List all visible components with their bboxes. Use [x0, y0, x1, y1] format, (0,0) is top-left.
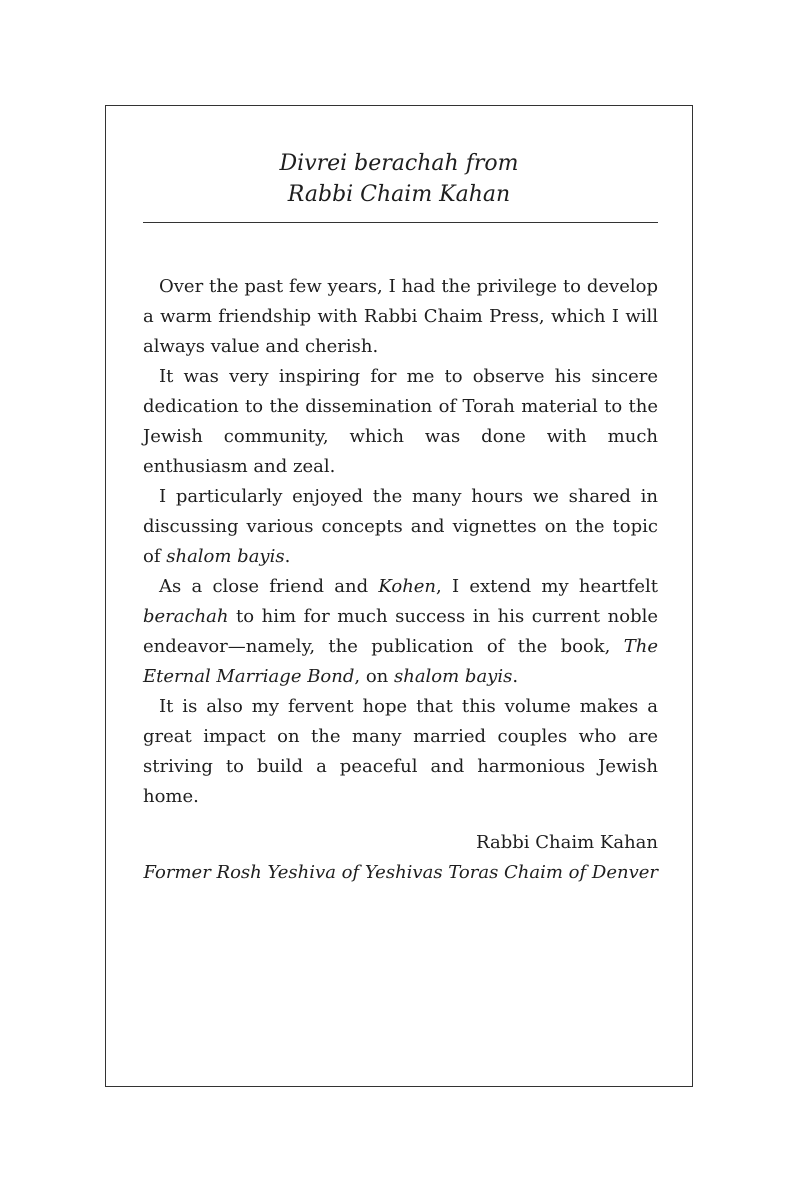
title-divider — [143, 222, 658, 223]
signature-title: Former Rosh Yeshiva of Yeshivas Toras Chaim of Denver — [143, 862, 658, 883]
page-frame — [105, 105, 693, 1087]
paragraph-3-text: I particularly enjoyed the many hours we shared in discussing various concepts and vignettes on the topic of — [143, 486, 658, 567]
title-line-1: Divrei berachah from — [279, 151, 519, 176]
paragraph-3 — [143, 482, 658, 572]
letter-body — [143, 272, 658, 888]
paragraph-4-italic-1: Kohen — [378, 576, 437, 597]
paragraph-4-part-2: , I extend my heartfelt — [436, 576, 658, 597]
paragraph-4-italic-4: shalom bayis — [393, 666, 513, 687]
paragraph-4-part-3: to him for much success in his current noble endeavor—namely, the publication of the book, — [143, 606, 658, 657]
book-title: The Eternal Marriage Bond — [143, 636, 658, 687]
paragraph-3-italic: shalom bayis — [166, 546, 285, 567]
title-line-2: Rabbi Chaim Kahan — [287, 182, 511, 207]
page-title — [106, 148, 692, 210]
paragraph-3-end: . — [284, 546, 291, 567]
signature-name: Rabbi Chaim Kahan — [476, 832, 658, 853]
paragraph-4-part-5: . — [512, 666, 519, 687]
signature-block — [143, 828, 658, 888]
paragraph-4-part-1: As a close friend and — [159, 576, 379, 597]
paragraph-2: It was very inspiring for me to observe his sincere dedication to the dissemination of Torah material to the Jewish community, which was done with much enthusiasm and zeal. — [143, 366, 658, 477]
paragraph-4-italic-2: berachah — [143, 606, 229, 627]
paragraph-5: It is also my fervent hope that this volume makes a great impact on the many married couples who are striving to build a peaceful and harmonious Jewish home. — [143, 696, 658, 807]
paragraph-4 — [143, 572, 658, 692]
paragraph-1: Over the past few years, I had the privilege to develop a warm friendship with Rabbi Chaim Press, which I will always value and cherish. — [143, 276, 658, 357]
paragraph-4-part-4: , on — [354, 666, 394, 687]
